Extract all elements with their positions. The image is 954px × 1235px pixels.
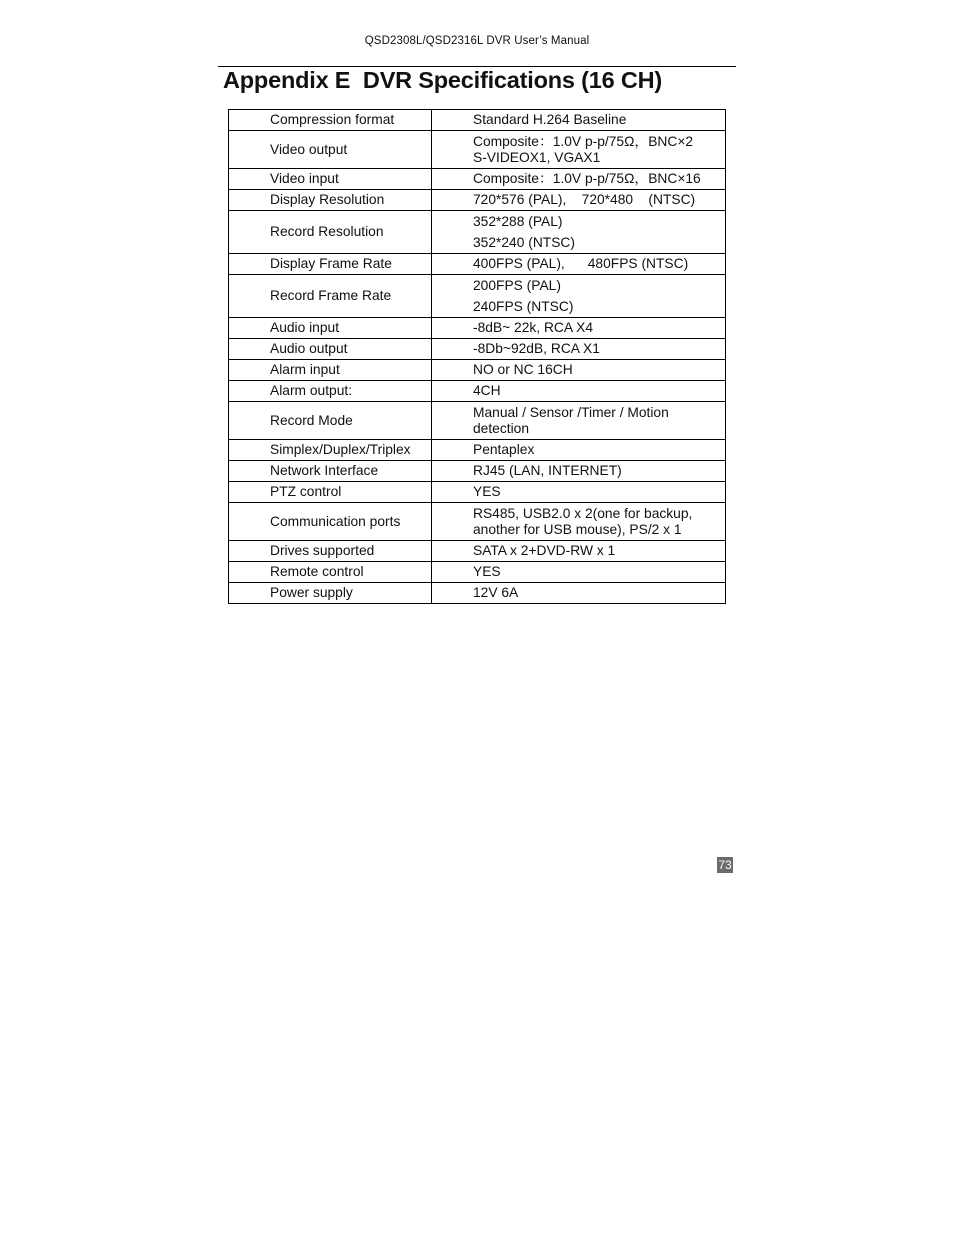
specifications-table [228,109,726,604]
spec-value-line: another for USB mouse), PS/2 x 1 [473,521,682,537]
table-row [229,131,726,169]
spec-label: Compression format [229,110,432,131]
spec-value-line: detection [473,420,529,436]
spec-value-line: Composite：1.0V p-p/75Ω，BNC×16 [473,171,701,186]
spec-value [432,275,726,318]
spec-value [432,461,726,482]
spec-value-line: S-VIDEOX1, VGAX1 [473,149,601,165]
spec-label: PTZ control [229,482,432,503]
table-row [229,440,726,461]
spec-value [432,381,726,402]
spec-value-line: RS485, USB2.0 x 2(one for backup, [473,505,693,521]
spec-value [432,482,726,503]
table-row [229,275,726,318]
spec-label: Network Interface [229,461,432,482]
spec-label: Communication ports [229,503,432,541]
spec-value [432,254,726,275]
spec-value [432,169,726,190]
spec-value [432,190,726,211]
spec-value-line: 12V 6A [473,585,519,600]
table-row [229,339,726,360]
spec-value [432,318,726,339]
spec-value-line: Standard H.264 Baseline [473,112,627,127]
spec-label: Video output [229,131,432,169]
spec-label: Record Frame Rate [229,275,432,318]
spec-value-line: 352*240 (NTSC) [473,235,575,250]
spec-value [432,440,726,461]
spec-value [432,339,726,360]
spec-value [432,503,726,541]
spec-label: Alarm output: [229,381,432,402]
spec-label: Audio output [229,339,432,360]
spec-value [432,583,726,604]
spec-value-line: -8dB~ 22k, RCA X4 [473,320,594,335]
table-row [229,318,726,339]
table-row [229,541,726,562]
spec-value-line: Manual / Sensor /Timer / Motion [473,404,669,420]
spec-value-line: 720*576 (PAL), 720*480 (NTSC) [473,192,696,207]
spec-value-line: -8Db~92dB, RCA X1 [473,341,600,356]
spec-label: Drives supported [229,541,432,562]
spec-value [432,360,726,381]
table-row [229,583,726,604]
table-row [229,402,726,440]
spec-value-line: SATA x 2+DVD-RW x 1 [473,543,616,558]
running-header: QSD2308L/QSD2316L DVR User’s Manual [364,35,590,47]
spec-value-line: Composite：1.0V p-p/75Ω，BNC×2 [473,133,694,149]
table-row [229,254,726,275]
spec-value-line: 400FPS (PAL), 480FPS (NTSC) [473,256,689,271]
spec-label: Record Resolution [229,211,432,254]
page-number: 73 [718,858,732,872]
spec-value [432,110,726,131]
spec-value-line: 200FPS (PAL) [473,278,561,293]
table-row [229,381,726,402]
table-row [229,461,726,482]
spec-label: Simplex/Duplex/Triplex [229,440,432,461]
spec-label: Alarm input [229,360,432,381]
spec-label: Display Resolution [229,190,432,211]
spec-label: Display Frame Rate [229,254,432,275]
spec-label: Record Mode [229,402,432,440]
table-row [229,110,726,131]
spec-value [432,402,726,440]
spec-value-line: YES [473,564,501,579]
spec-value-line: 240FPS (NTSC) [473,299,574,314]
table-row [229,211,726,254]
spec-label: Video input [229,169,432,190]
spec-value-line: 4CH [473,383,501,398]
page-title: Appendix E DVR Specifications (16 CH) [223,67,662,93]
spec-value-line: 352*288 (PAL) [473,214,563,229]
spec-value [432,131,726,169]
spec-label: Audio input [229,318,432,339]
spec-value-line: RJ45 (LAN, INTERNET) [473,463,622,478]
spec-value [432,541,726,562]
spec-label: Power supply [229,583,432,604]
table-row [229,503,726,541]
spec-value [432,562,726,583]
spec-value-line: NO or NC 16CH [473,362,573,377]
table-row [229,562,726,583]
spec-value-line: Pentaplex [473,442,535,457]
table-row [229,482,726,503]
table-row [229,190,726,211]
spec-value [432,211,726,254]
table-row [229,360,726,381]
spec-label: Remote control [229,562,432,583]
spec-value-line: YES [473,484,501,499]
table-row [229,169,726,190]
